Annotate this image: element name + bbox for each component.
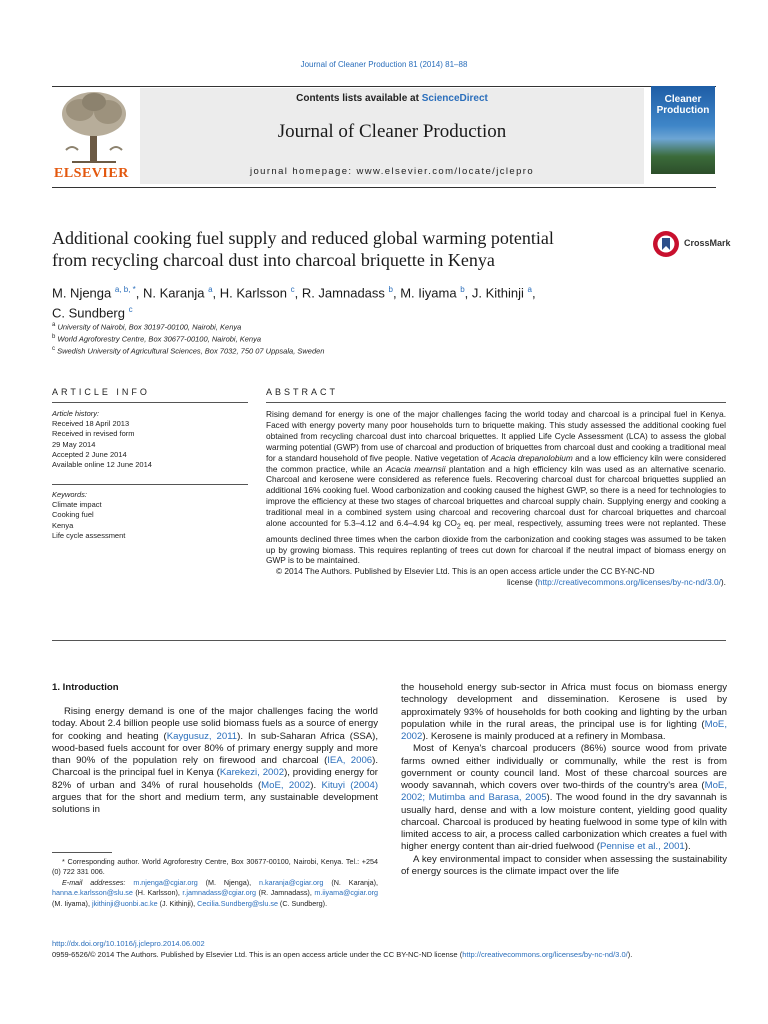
- author-name[interactable]: N. Karanja: [143, 285, 205, 301]
- body-text: ). In sub-Saharan Africa (SSA), wood-based fuels account for over 80% of primary energy supply and more than 90% of the population rely on firewood and charcoal (: [52, 730, 379, 766]
- history-item: Accepted 2 June 2014: [52, 449, 127, 459]
- email-owner: (M. Njenga),: [197, 877, 259, 887]
- author-separator: ,: [212, 285, 220, 301]
- email-link[interactable]: Cecilia.Sundberg@slu.se: [197, 898, 278, 908]
- author-name[interactable]: J. Kithinji: [471, 285, 524, 301]
- abstract-text: and a low efficiency kiln were considered the common practice, while an: [266, 452, 726, 474]
- email-owner: (R. Jamnadass),: [256, 888, 315, 898]
- footnote: [52, 857, 378, 909]
- body-column-left: [52, 706, 378, 816]
- author-separator: ,: [464, 285, 472, 301]
- keywords-rule: [52, 484, 248, 485]
- author-affiliation-marker[interactable]: a: [527, 285, 532, 294]
- affiliation-text: Swedish University of Agricultural Sciences, Box 7032, 750 07 Uppsala, Sweden: [57, 346, 325, 356]
- body-text: ). Charcoal is the principal fuel in Kenya (: [52, 755, 379, 779]
- section-heading-introduction: 1. Introduction: [52, 682, 119, 693]
- article-history: [52, 409, 248, 470]
- author-separator: ,: [294, 285, 302, 301]
- license-link[interactable]: http://creativecommons.org/licenses/by-nc-nd/3.0/: [537, 577, 721, 588]
- abstract-copyright: [266, 566, 726, 577]
- affiliation: [52, 322, 652, 332]
- history-item: 29 May 2014: [52, 439, 96, 449]
- author-list: [52, 281, 652, 322]
- affiliation-text: University of Nairobi, Box 30197-00100, Nairobi, Kenya: [57, 322, 242, 332]
- abstract-rule-bottom: [52, 640, 726, 641]
- abstract-text: eq. per meal, respectively, assuming trees were not replanted. These amounts declined three times when the carbon dioxide from the carbonization and cooking stages was assumed to be taken up by growing biomass. This requires replanting of trees cut down for charcoal if the neutral impact of biomass energy on GWP is to be maintained.: [266, 518, 726, 566]
- abstract-rule-top: [266, 402, 726, 403]
- history-item: Available online 12 June 2014: [52, 460, 152, 470]
- body-text: ).: [310, 779, 322, 791]
- author-affiliation-marker[interactable]: a, b, *: [114, 285, 136, 294]
- email-link[interactable]: jkithinji@uonbi.ac.ke: [91, 898, 158, 908]
- history-item: Received in revised form: [52, 429, 135, 439]
- author-name[interactable]: R. Jamnadass: [301, 285, 385, 301]
- issn-suffix: ).: [627, 950, 633, 959]
- subscript: 2: [456, 523, 461, 531]
- author-separator: ,: [531, 285, 536, 301]
- abstract-paragraph: [266, 409, 726, 566]
- crossmark-badge[interactable]: [652, 230, 731, 258]
- reference-link[interactable]: Kaygusuz, 2011: [166, 730, 238, 742]
- author-name[interactable]: M. Iiyama: [400, 285, 457, 301]
- license-link[interactable]: http://creativecommons.org/licenses/by-nc-nd/3.0/: [462, 950, 628, 959]
- keywords-heading: Keywords:: [52, 490, 88, 499]
- email-link[interactable]: m.njenga@cgiar.org: [133, 877, 198, 887]
- email-owner: (J. Kithinji),: [157, 898, 198, 908]
- body-paragraph: A key environmental impact to consider when assessing the sustainability of energy sources is the climate impact over the life: [401, 853, 727, 877]
- journal-name: Journal of Cleaner Production: [277, 121, 507, 142]
- affiliation-text: World Agroforestry Centre, Box 30677-00100, Nairobi, Kenya: [57, 334, 262, 344]
- article-info-rule: [52, 402, 248, 403]
- author-affiliation-marker[interactable]: c: [290, 285, 295, 294]
- contents-line: [140, 93, 644, 104]
- email-link[interactable]: m.iiyama@cgiar.org: [314, 888, 378, 898]
- reference-link[interactable]: Kituyi (2004): [321, 779, 379, 791]
- body-paragraph: [52, 706, 378, 816]
- abstract-text: plantation and a high efficiency kiln was used as an alternative scenario. Charcoal and kerosene were considered as reference fuels. Recovering charcoal dust for charcoal briquettes supplied an additional 16% cooking fuel. Wood carbonization and cooking caused the highest GWP, so there is a need for technologies to improve the efficiency at these two stages of charcoal briquettes and charcoal supply chain. Supplying energy and cooking a traditional meal in a combined system using charcoal and recovering charcoal dust for charcoal briquettes and charcoal alone accounted for 5.3–4.12 and 6.4–4.94 kg CO: [266, 463, 726, 529]
- author-name[interactable]: H. Karlsson: [219, 285, 287, 301]
- corresponding-author-note: * Corresponding author. World Agroforestry Centre, Box 30677-00100, Nairobi, Kenya. Tel.: +254 (0) 722 331 006.: [52, 857, 378, 877]
- article-info-label: ARTICLE INFO: [52, 387, 150, 397]
- footnote-rule: [52, 852, 112, 853]
- body-text: ). The wood found in the dry savannah is usually hard, dense and with a low moisture content, yielding good quality charcoal. Charcoal is produced by heating fuelwood in some type of kiln with limited access to air, a process called carbonization which creates a fuel with higher energy content than air-dried fuelwood (: [401, 792, 727, 853]
- cover-title: [651, 94, 715, 116]
- affiliation-marker: b: [52, 334, 56, 340]
- doi-link[interactable]: http://dx.doi.org/10.1016/j.jclepro.2014.06.002: [52, 939, 205, 948]
- body-text: ). Kerosene is mainly produced at a refinery in Mombasa.: [422, 731, 666, 742]
- body-paragraph: [401, 743, 727, 853]
- author-separator: ,: [135, 285, 144, 301]
- abstract-label: ABSTRACT: [266, 387, 339, 397]
- email-link[interactable]: r.jamnadass@cgiar.org: [182, 888, 257, 898]
- history-item: Received 18 April 2013: [52, 419, 130, 429]
- author-name[interactable]: C. Sundberg: [52, 305, 125, 321]
- email-addresses: [52, 878, 378, 909]
- journal-citation[interactable]: Journal of Cleaner Production 81 (2014) 81–88: [300, 60, 468, 69]
- affiliation: [52, 334, 652, 344]
- journal-homepage[interactable]: journal homepage: www.elsevier.com/locate/jclepro: [249, 166, 535, 177]
- reference-link[interactable]: MoE, 2002: [401, 718, 727, 742]
- crossmark-label: CrossMark: [684, 238, 731, 248]
- affiliation: [52, 346, 652, 356]
- reference-link[interactable]: Karekezi, 2002: [219, 767, 285, 779]
- reference-link[interactable]: MoE, 2002: [261, 779, 311, 791]
- author-separator: ,: [392, 285, 401, 301]
- elsevier-tree-icon: [52, 88, 136, 164]
- reference-link[interactable]: MoE, 2002; Mutimba and Barasa, 2005: [401, 780, 727, 804]
- abstract-text: Rising demand for energy is one of the major challenges facing the world today and charcoal is a principal fuel in Kenya. Faced with energy poverty many poor households turn to briquette making. This study assessed the additional cooking fuel obtained from recycling charcoal dust into charcoal briquettes. It applied Life Cycle Assessment (LCA) to assess the global warming potential (GWP) from use of charcoal and production of briquettes from charcoal dust and cooking a traditional meal for a standard household of five people. Native vegetation of: [266, 409, 726, 463]
- article-title: [52, 227, 642, 271]
- elsevier-logo[interactable]: [52, 88, 136, 184]
- abstract-license: [266, 577, 726, 588]
- keyword: Cooking fuel: [52, 510, 94, 520]
- email-owner: (M. Iiyama),: [52, 898, 92, 908]
- affiliation-marker: a: [52, 322, 56, 328]
- keyword: Life cycle assessment: [52, 530, 126, 540]
- abstract-body: [266, 409, 726, 588]
- elsevier-wordmark: ELSEVIER: [54, 166, 129, 181]
- email-owner: (H. Karlsson),: [132, 888, 183, 898]
- copyright-text: © 2014 The Authors. Published by Elsevier Ltd. This is an open access article under the CC BY-NC-ND: [276, 566, 655, 577]
- keyword: Climate impact: [52, 500, 102, 510]
- keyword: Kenya: [52, 520, 74, 530]
- species-name: Acacia mearnsii: [385, 463, 446, 474]
- email-label: E-mail addresses:: [62, 877, 126, 887]
- affiliation-marker: c: [52, 346, 55, 352]
- author-affiliation-marker[interactable]: c: [128, 305, 133, 315]
- license-suffix: ).: [720, 577, 726, 588]
- author-affiliation-marker[interactable]: b: [460, 285, 465, 294]
- body-text: ), providing energy for 82% of urban and 34% of rural households (: [52, 767, 379, 791]
- cover-title-line1: Cleaner: [664, 94, 702, 105]
- article-title-line1: Additional cooking fuel supply and reduced global warming potential: [52, 228, 554, 248]
- email-owner: (C. Sundberg).: [277, 898, 328, 908]
- contents-prefix: Contents lists available at: [296, 93, 422, 104]
- issn-text: 0959-6526/© 2014 The Authors. Published by Elsevier Ltd. This is an open access article under the CC BY-NC-ND license (: [52, 950, 463, 959]
- reference-link[interactable]: Pennise et al., 2001: [599, 841, 685, 853]
- body-text: Rising energy demand is one of the major challenges facing the world today. About 2.4 billion people use solid biomass fuels as a source of energy for cooking and heating (: [52, 706, 378, 742]
- body-text: argues that for the short and medium term, any sustainable development solutions in: [52, 791, 378, 815]
- sciencedirect-link[interactable]: ScienceDirect: [421, 93, 488, 104]
- author-affiliation-marker[interactable]: a: [208, 285, 213, 294]
- article-history-heading: Article history:: [52, 409, 100, 418]
- body-paragraph: [401, 682, 727, 743]
- body-text: ).: [684, 841, 691, 853]
- email-link[interactable]: hanna.e.karlsson@slu.se: [52, 888, 133, 898]
- email-link[interactable]: n.karanja@cgiar.org: [259, 877, 324, 887]
- body-text: Most of Kenya's charcoal producers (86%) source wood from private farms owned either individually or communally, while the rest is from government or county council land. Most of these charcoal sources are woody savannah, which covers over two-thirds of the country's area (: [401, 743, 727, 791]
- cover-title-line2: Production: [656, 105, 710, 116]
- author-affiliation-marker[interactable]: b: [388, 285, 393, 294]
- species-name: Acacia drepanolobium: [490, 452, 573, 463]
- email-owner: (N. Karanja),: [323, 877, 378, 887]
- reference-link[interactable]: IEA, 2006: [327, 755, 373, 766]
- keywords: [52, 490, 248, 541]
- body-text: the household energy sub-sector in Africa must focus on biomass energy technology development and dissemination. Kerosene is used by approximately 93% of households for both cooking and lighting by the urban population while in the rural areas, the principal use is for lighting (: [401, 682, 727, 730]
- license-prefix: license (: [506, 577, 538, 588]
- body-column-right: [401, 682, 727, 878]
- crossmark-icon: [652, 230, 680, 258]
- author-name[interactable]: M. Njenga: [52, 285, 112, 301]
- article-title-line2: from recycling charcoal dust into charcoal briquette in Kenya: [52, 250, 495, 270]
- journal-cover-image[interactable]: [651, 86, 715, 174]
- issn-license-line: [52, 950, 732, 959]
